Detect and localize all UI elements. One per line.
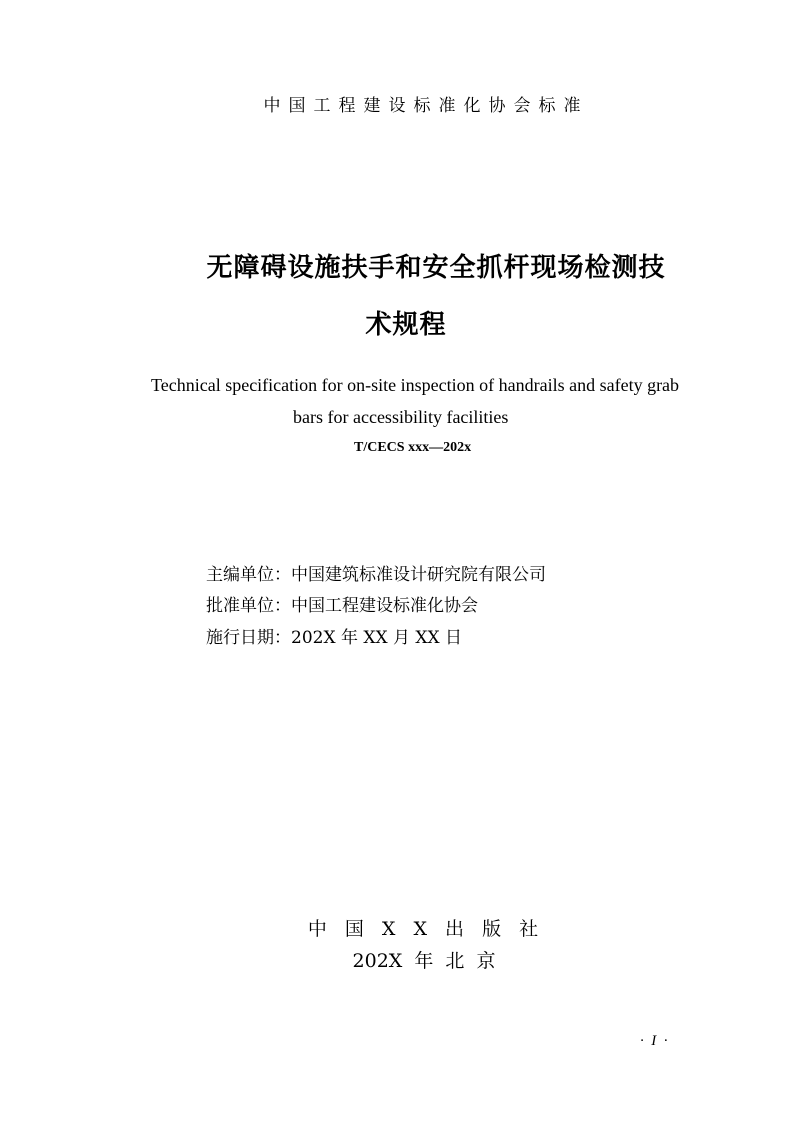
standard-code: T/CECS xxx—202x — [354, 440, 472, 455]
editor-unit-line: 主编单位：中国建筑标准设计研究院有限公司 — [206, 565, 546, 585]
english-title-line-1: Technical specification for on-site inspection of handrails and safety grab — [151, 375, 680, 395]
effective-date-line: 施行日期：202X 年 XX 月 XX 日 — [206, 628, 462, 648]
publication-year-place: 202X 年 北 京 — [352, 950, 496, 972]
issuing-organization-header: 中国工程建设标准化协会标准 — [263, 96, 589, 116]
document-title-line-2: 术规程 — [365, 310, 447, 340]
document-title-line-1: 无障碍设施扶手和安全抓杆现场检测技 — [206, 253, 666, 283]
english-title-line-2: bars for accessibility facilities — [293, 407, 509, 427]
publisher-name: 中 国 X X 出 版 社 — [307, 918, 545, 940]
page-number: · I · — [640, 1033, 668, 1049]
approval-unit-line: 批准单位：中国工程建设标准化协会 — [206, 596, 478, 616]
